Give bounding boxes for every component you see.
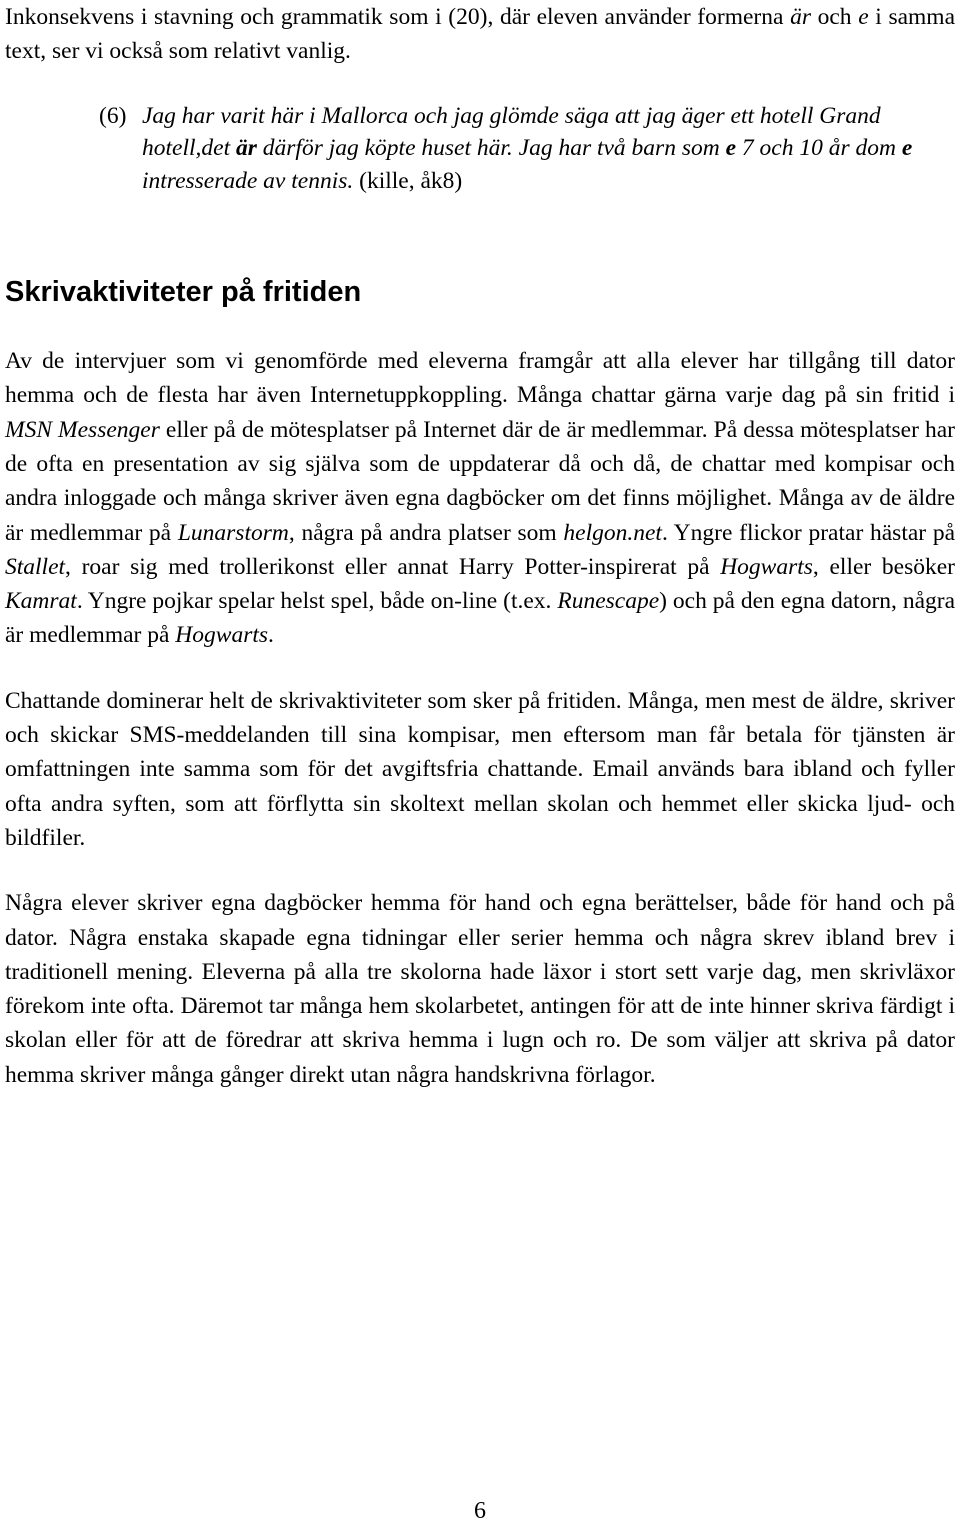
intro-paragraph [5, 0, 955, 69]
highlighted-form: e [725, 135, 737, 162]
intro-form-ar: är [790, 4, 811, 30]
section-heading: Skrivaktiviteter på fritiden [5, 276, 362, 309]
site-name: Stallet [5, 553, 66, 580]
highlighted-form: är [235, 135, 257, 162]
body-paragraph-1: Av de intervjuer som vi genomförde med eleverna framgår att alla elever har tillgång till dator hemma och de flesta har även Internetuppkoppling. Många chattar gärna varje dag på sin fritid i MSN Messenger eller på de mötesplatser på Internet där de är medlemmar. På dessa mötesplatser har de ofta en presentation av sig själva som de uppdaterar då och då, de chattar med kompisar och andra inloggade och många skriver även egna dagböcker om det finns möjlighet. Många av de äldre är medlemmar på Lunarstorm, några på andra platser som helgon.net. Yngre flickor pratar hästar på Stallet, roar sig med trollerikonst eller annat Harry Potter-inspirerat på Hogwarts, eller besöker Kamrat. Yngre pojkar spelar helst spel, både on-line (t.ex. Runescape) och på den egna datorn, några är medlemmar på Hogwarts. [5, 348, 956, 649]
document-page [5, 0, 955, 1092]
example-number: (6) [99, 102, 127, 129]
intro-text: Inkonsekvens i stavning och grammatik som i (20), där eleven använder formerna [5, 4, 791, 30]
page-number: 6 [474, 1498, 486, 1524]
intro-text: och [810, 4, 859, 30]
site-name: Runescape [557, 588, 660, 615]
example-source: (kille, åk8) [353, 167, 463, 194]
site-name: helgon.net [563, 519, 662, 546]
example-text: Jag har varit här i Mallorca och jag glömde säga att jag äger ett hotell Grand hotell,det är därför jag köpte huset här. Jag har två barn som e 7 och 10 år dom e intresserade av tennis. (kille, åk8) [142, 102, 913, 194]
body-paragraph-2: Chattande dominerar helt de skrivaktiviteter som sker på fritiden. Många, men mest de äldre, skriver och skickar SMS-meddelanden till sina kompisar, men eftersom man får betala för tjänsten är omfattningen inte samma som för det avgiftsfria chattande. Email används bara ibland och fyller ofta andra syften, som att förflytta sin skoltext mellan skolan och hemmet eller skicka ljud- och bildfiler. [5, 687, 955, 851]
site-name: Kamrat [5, 588, 77, 615]
site-name: MSN Messenger [5, 416, 160, 443]
intro-form-e: e [858, 4, 869, 30]
intro-text: i samma text, ser vi också som relativt vanlig. [5, 4, 956, 65]
example-quote [5, 100, 955, 198]
body-paragraph-3: Några elever skriver egna dagböcker hemma för hand och egna berättelser, både för hand och på dator. Några enstaka skapade egna tidningar eller serier hemma och några skrev ibland brev i traditionell mening. Eleverna på alla tre skolorna hade läxor i stort sett varje dag, men skrivläxor förekom inte ofta. Däremot tar många hem skolarbetet, antingen för att de inte hinner skriva färdigt i skolan eller för att de föredrar att skriva hemma i lugn och ro. De som väljer att skriva på dator hemma skriver många gånger direkt utan några handskrivna förlagor. [5, 890, 955, 1088]
site-name: Hogwarts [720, 553, 813, 580]
highlighted-form: e [901, 135, 913, 162]
site-name: Lunarstorm [177, 519, 289, 546]
site-name: Hogwarts [175, 622, 269, 649]
